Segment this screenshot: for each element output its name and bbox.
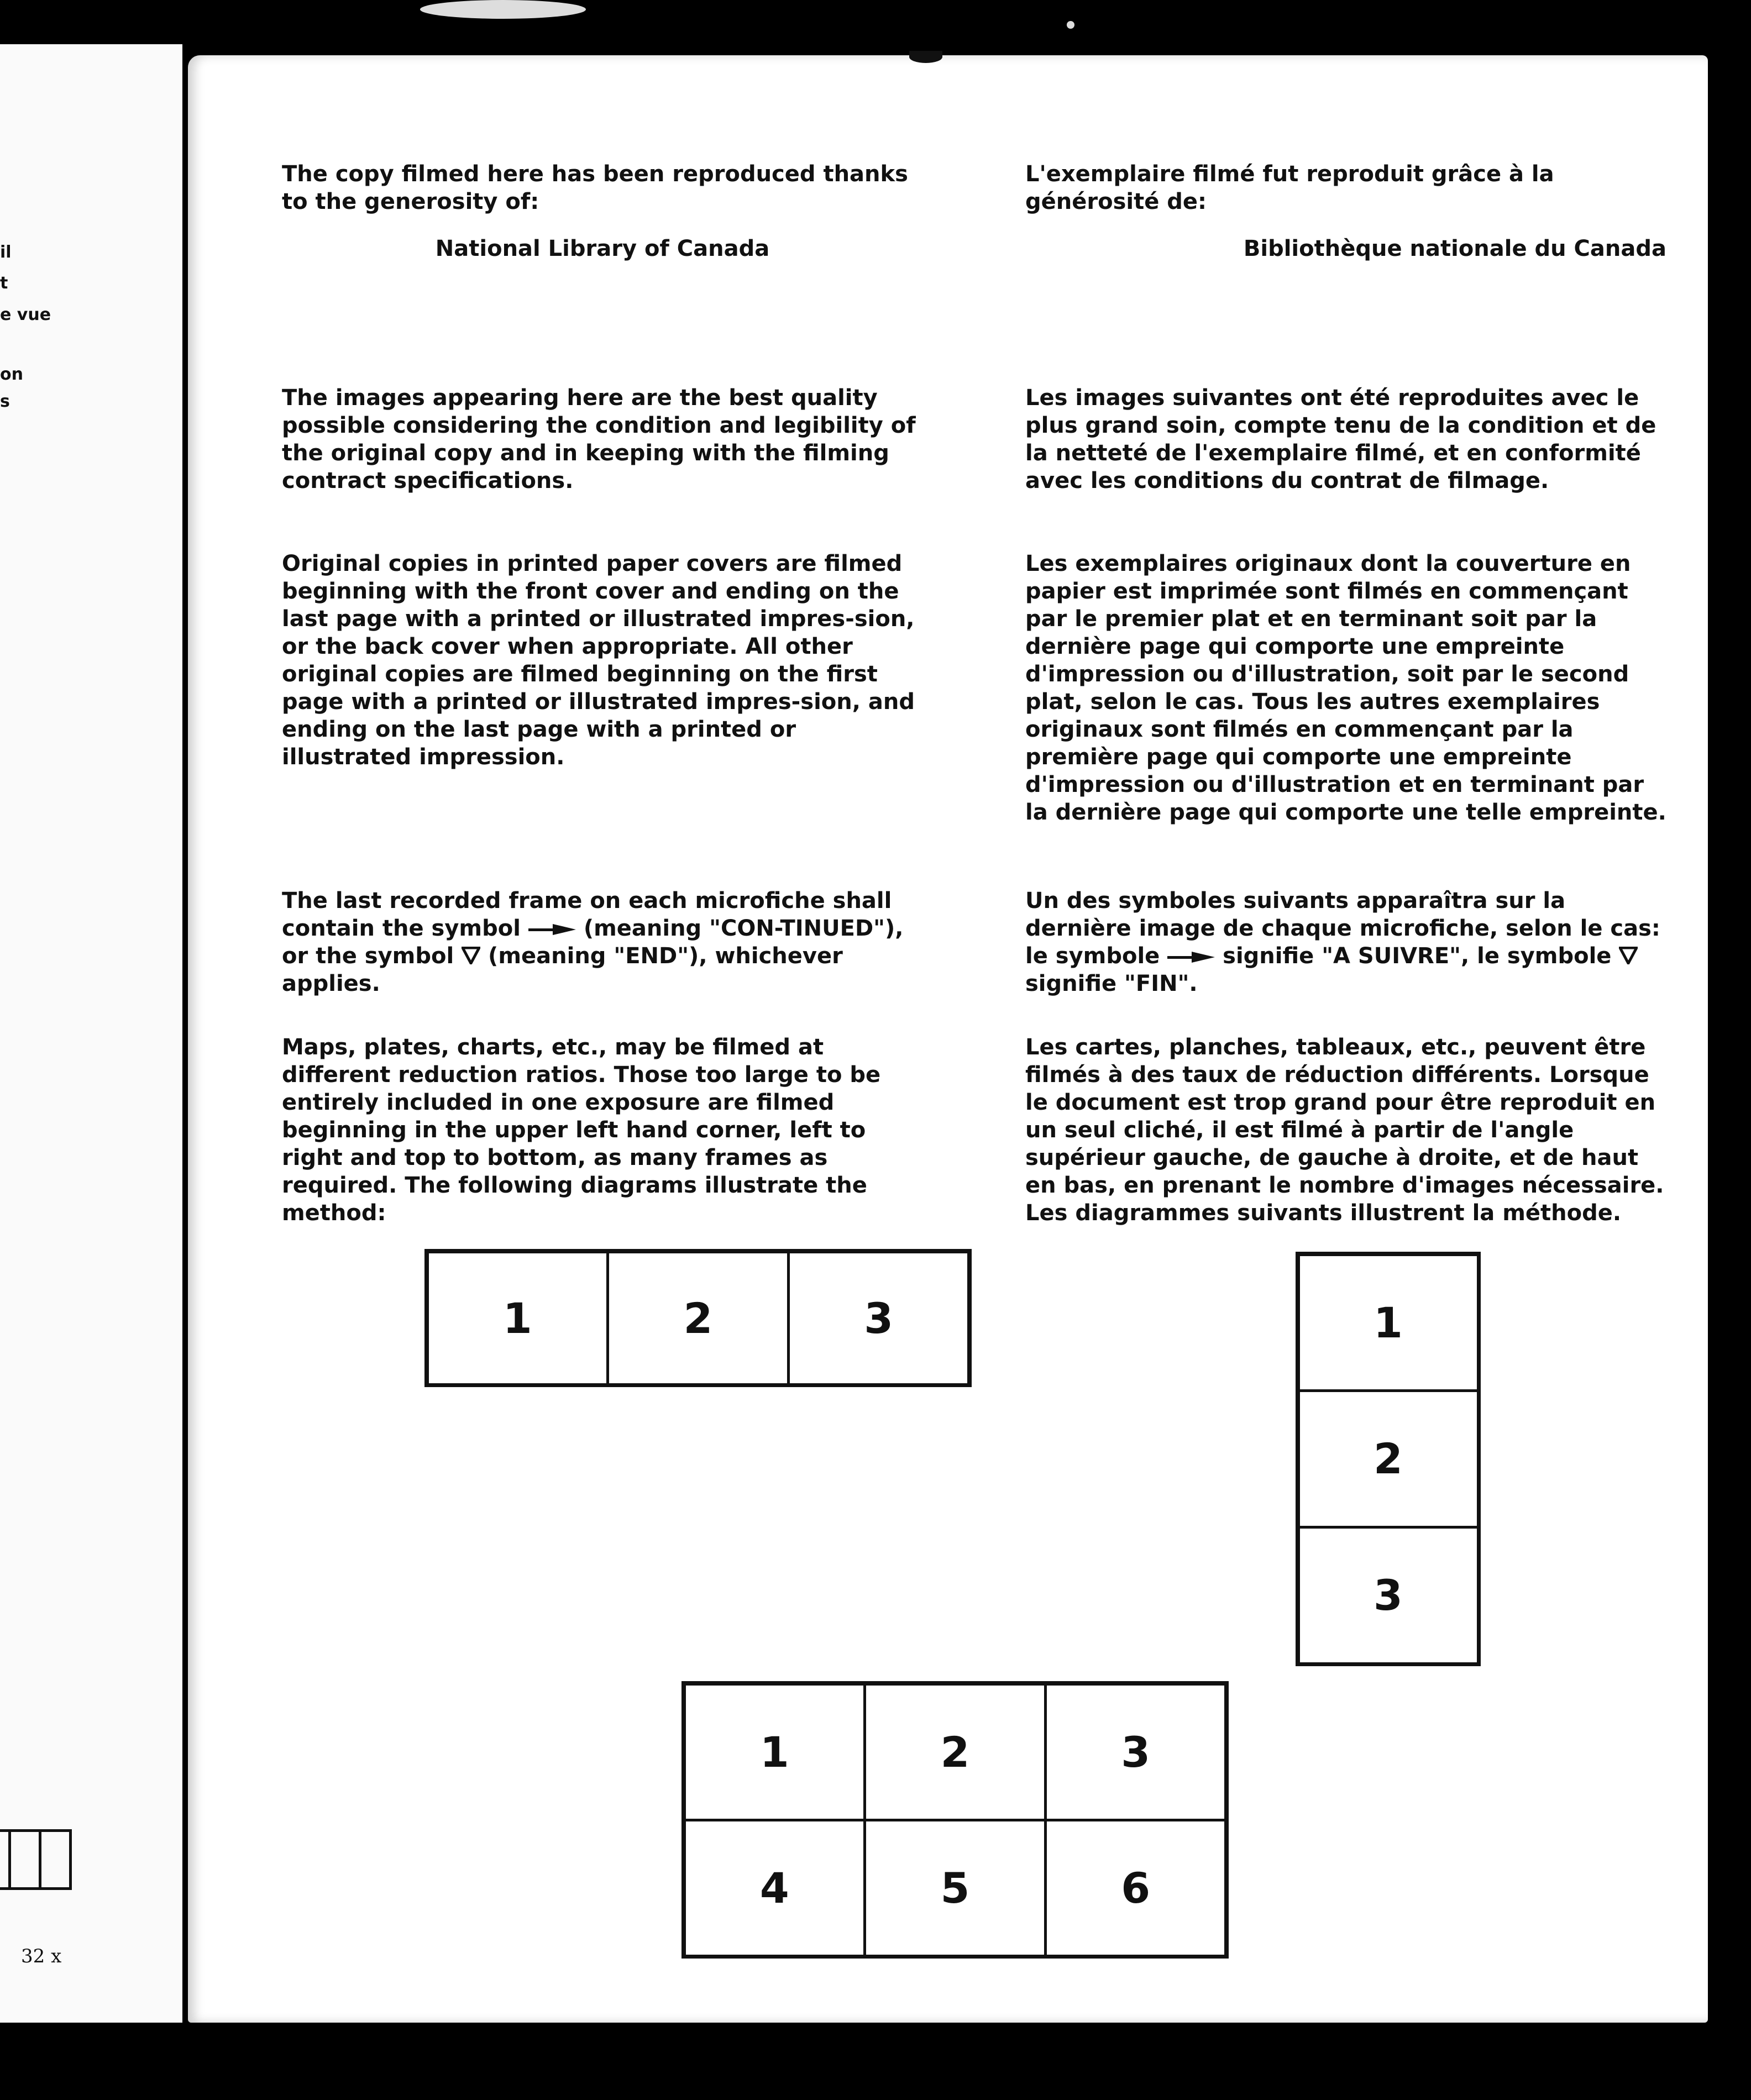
end-triangle-icon: [1619, 947, 1638, 964]
fragment-text: t: [0, 274, 8, 293]
quality-paragraph: Les images suivantes ont été reproduites avec le plus grand soin, compte tenu de la condition et de la netteté de l'exemplaire filmé, et en conformité avec les conditions du contrat de filmage.: [1025, 385, 1656, 494]
dust-speck: [420, 0, 586, 19]
symbols-text: (meaning "CON-TINUED"), or the symbol: [282, 916, 904, 969]
frame-number: 3: [1044, 1683, 1228, 1821]
frame-number: 1: [683, 1683, 867, 1821]
frame-number: 2: [606, 1251, 790, 1386]
fragment-text: e vue: [0, 305, 51, 324]
adjacent-page: [0, 44, 182, 2023]
symbols-paragraph: [282, 887, 923, 998]
institution-name: National Library of Canada: [435, 236, 770, 261]
maps-paragraph: Les cartes, planches, tableaux, etc., peuvent être filmés à des taux de réduction différents. Lorsque le document est trop grand pour être reproduit en un seul cliché, il est filmé à partir de l'angle supérieur gauche, de gauche à droite, et de haut en bas, en prenant le nombre d'images nécessaire. Les diagrammes suivants illustrent la méthode.: [1025, 1035, 1664, 1226]
originals-paragraph: Original copies in printed paper covers are filmed beginning with the front cover and ending on the last page with a printed or illustrated impres-sion, or the back cover when appropriate. All other original copies are filmed beginning on the first page with a printed or illustrated impres-sion, and ending on the last page with a printed or illustrated impression.: [282, 551, 915, 770]
symbols-text: signifie "A SUIVRE", le symbole: [1223, 943, 1612, 969]
grid-frame-diagram: [681, 1681, 1229, 1959]
end-triangle-icon: [462, 947, 480, 964]
symbols-text: Un des symboles suivants apparaîtra sur la dernière image de chaque microfiche, selon le cas: le symbole: [1025, 888, 1660, 969]
dust-speck: [1067, 21, 1074, 29]
frame-number: 3: [1297, 1526, 1480, 1665]
fragment-text: on: [0, 365, 23, 384]
frame-number: 6: [1044, 1819, 1228, 1957]
continued-arrow-icon: [528, 924, 576, 935]
fragment-text: il: [0, 243, 12, 262]
diagram-cell: [41, 1832, 69, 1887]
frame-number: 2: [863, 1683, 1047, 1821]
symbols-text: signifie "FIN".: [1025, 971, 1198, 996]
acknowledgement-text: L'exemplaire filmé fut reproduit grâce à la générosité de:: [1025, 161, 1554, 214]
document-page: [188, 55, 1708, 2023]
originals-paragraph: Les exemplaires originaux dont la couverture en papier est imprimée sont filmés en commençant par le premier plat et en terminant soit par la dernière page qui comporte une empreinte d'impression ou d'illustration, soit par le second plat, selon le cas. Tous les autres exemplaires originaux sont filmés en commençant par la première page qui comporte une empreinte d'impression ou d'illustration et en terminant par la dernière page qui comporte une telle empreinte.: [1025, 551, 1666, 825]
diagram-cell: [0, 1832, 11, 1887]
institution-name: Bibliothèque nationale du Canada: [1243, 236, 1666, 261]
frame-number: 1: [426, 1251, 610, 1386]
reduction-scale: 32 x: [21, 1945, 62, 1967]
continued-arrow-icon: [1167, 952, 1215, 963]
vertical-frame-diagram: [1296, 1252, 1481, 1666]
frame-number: 2: [1297, 1389, 1480, 1529]
diagram-cell: [11, 1832, 41, 1887]
maps-paragraph: Maps, plates, charts, etc., may be filmed at different reduction ratios. Those too large to be entirely included in one exposure are filmed beginning in the upper left hand corner, left to right and top to bottom, as many frames as required. The following diagrams illustrate the method:: [282, 1035, 881, 1226]
frame-number: 3: [787, 1251, 971, 1386]
frame-number: 5: [863, 1819, 1047, 1957]
symbols-text: (meaning "END"), whichever applies.: [282, 943, 843, 996]
page-notch: [909, 51, 942, 63]
fragment-text: s: [0, 392, 10, 411]
quality-paragraph: The images appearing here are the best quality possible considering the condition and legibility of the original copy and in keeping with the filming contract specifications.: [282, 385, 916, 494]
frame-number: 1: [1297, 1253, 1480, 1393]
symbols-text: The last recorded frame on each microfiche shall contain the symbol: [282, 888, 892, 941]
horizontal-frame-diagram: [424, 1249, 972, 1387]
acknowledgement-text: The copy filmed here has been reproduced thanks to the generosity of:: [282, 161, 908, 214]
adjacent-page-diagram: [0, 1829, 72, 1890]
frame-number: 4: [683, 1819, 867, 1957]
symbols-paragraph: [1025, 887, 1666, 998]
